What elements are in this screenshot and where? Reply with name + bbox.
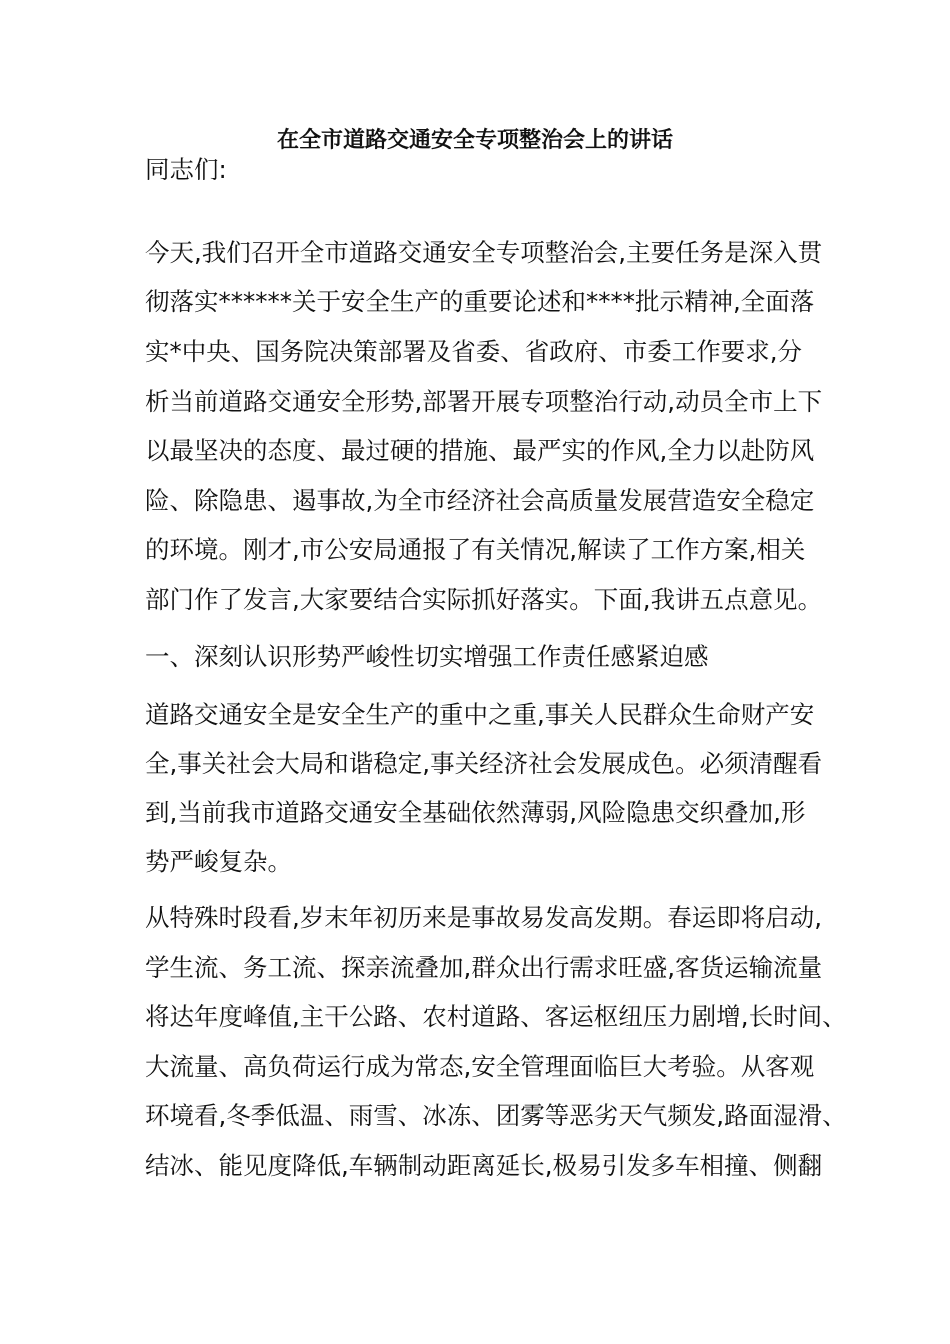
text-line: 的环境。刚才,市公安局通报了有关情况,解读了工作方案,相关	[145, 535, 806, 564]
text-line: 大流量、高负荷运行成为常态,安全管理面临巨大考验。从客观	[145, 1052, 815, 1081]
text-line: 险、除隐患、遏事故,为全市经济社会高质量发展营造安全稳定	[145, 486, 815, 515]
section-heading: 一、深刻认识形势严峻性切实增强工作责任感紧迫感	[145, 642, 709, 671]
text-line: 实*中央、国务院决策部署及省委、省政府、市委工作要求,分	[145, 337, 803, 366]
text-line: 全,事关社会大局和谐稳定,事关经济社会发展成色。必须清醒看	[145, 749, 823, 778]
text-line: 部门作了发言,大家要结合实际抓好落实。下面,我讲五点意见。	[145, 585, 823, 614]
text-line: 从特殊时段看,岁末年初历来是事故易发高发期。春运即将启动,	[145, 903, 823, 932]
text-line: 道路交通安全是安全生产的重中之重,事关人民群众生命财产安	[145, 700, 815, 729]
text-line: 势严峻复杂。	[145, 847, 292, 876]
text-line: 析当前道路交通安全形势,部署开展专项整治行动,动员全市上下	[145, 387, 823, 416]
text-line: 将达年度峰值,主干公路、农村道路、客运枢纽压力剧增,长时间、	[145, 1002, 847, 1031]
text-line: 环境看,冬季低温、雨雪、冰冻、团雾等恶劣天气频发,路面湿滑、	[145, 1101, 847, 1130]
document-title: 在全市道路交通安全专项整治会上的讲话	[276, 128, 673, 153]
text-line: 今天,我们召开全市道路交通安全专项整治会,主要任务是深入贯	[145, 238, 823, 267]
text-line: 彻落实******关于安全生产的重要论述和****批示精神,全面落	[145, 287, 815, 316]
text-line: 结冰、能见度降低,车辆制动距离延长,极易引发多车相撞、侧翻	[145, 1151, 823, 1180]
text-line: 以最坚决的态度、最过硬的措施、最严实的作风,全力以赴防风	[145, 436, 815, 465]
salutation: 同志们:	[145, 155, 227, 184]
text-line: 到,当前我市道路交通安全基础依然薄弱,风险隐患交织叠加,形	[145, 798, 806, 827]
text-line: 学生流、务工流、探亲流叠加,群众出行需求旺盛,客货运输流量	[145, 953, 823, 982]
